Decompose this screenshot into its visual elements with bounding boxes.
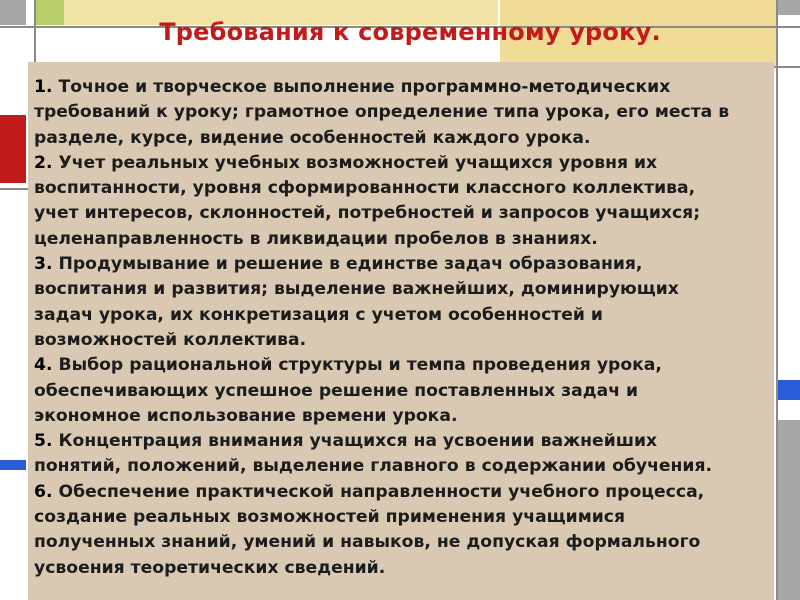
requirement-line [34,429,778,454]
requirement-line [34,126,778,151]
requirement-text: Продумывание и решение в единстве задач образования, [52,254,643,275]
requirement-number: 4. [34,355,53,376]
requirement-line [34,404,778,429]
slide-title: Требования к современному уроку. [159,18,661,46]
requirement-text: Концентрация внимания учащихся на усвоении важнейших [52,431,658,452]
requirement-line [34,151,778,176]
deco-gray-block-top-right [778,0,800,15]
requirement-number: 2. [34,152,53,173]
requirement-line [34,252,778,277]
requirement-text: Обеспечение практической направленности учебного процесса, [52,481,705,502]
deco-gray-block-right [776,420,800,600]
requirement-line [34,505,778,530]
requirement-line [34,227,778,252]
requirement-number: 5. [34,431,53,452]
requirement-number: 1. [34,77,53,97]
requirement-text: требований к уроку; грамотное определение типа урока, его места в [34,102,730,123]
requirement-line [34,303,778,328]
requirement-line [34,480,778,505]
requirement-text: полученных знаний, умений и навыков, не допуская формального [34,532,701,553]
requirement-line [34,530,778,555]
requirement-text: воспитанности, уровня сформированности классного коллектива, [34,178,696,199]
requirement-line [34,176,778,201]
requirement-text: возможностей коллектива. [34,329,307,350]
requirement-text: понятий, положений, выделение главного в содержании обучения. [34,456,713,477]
requirement-text: целенаправленность в ликвидации пробелов в знаниях. [34,228,598,249]
requirement-number: 3. [34,254,53,275]
deco-blue-block-left [0,460,26,470]
requirement-text: учет интересов, склонностей, потребностей и запросов учащихся; [34,203,701,224]
requirement-text: обеспечивающих успешное решение поставленных задач и [34,380,639,401]
requirement-line [34,556,778,581]
requirement-text: Точное и творческое выполнение программно-методических [52,77,671,97]
requirement-line [34,454,778,479]
requirements-list [34,75,778,581]
requirement-text: создание реальных возможностей применения учащимися [34,507,626,528]
requirement-line [34,201,778,226]
requirement-line [34,379,778,404]
deco-red-block-left [0,115,26,183]
requirement-text: воспитания и развития; выделение важнейших, доминирующих [34,279,679,300]
requirement-text: задач урока, их конкретизация с учетом особенностей и [34,304,603,325]
requirement-text: Учет реальных учебных возможностей учащихся уровня их [52,152,658,173]
requirement-line [34,353,778,378]
requirement-line [34,277,778,302]
deco-blue-block-right [776,380,800,400]
requirement-line [34,100,778,125]
requirement-line [34,328,778,353]
requirement-text: усвоения теоретических сведений. [34,557,386,578]
requirement-text: разделе, курсе, видение особенностей каждого урока. [34,127,591,148]
requirement-number: 6. [34,481,53,502]
requirement-text: Выбор рациональной структуры и темпа проведения урока, [52,355,662,376]
requirement-line [34,75,778,100]
requirement-text: экономное использование времени урока. [34,405,458,426]
